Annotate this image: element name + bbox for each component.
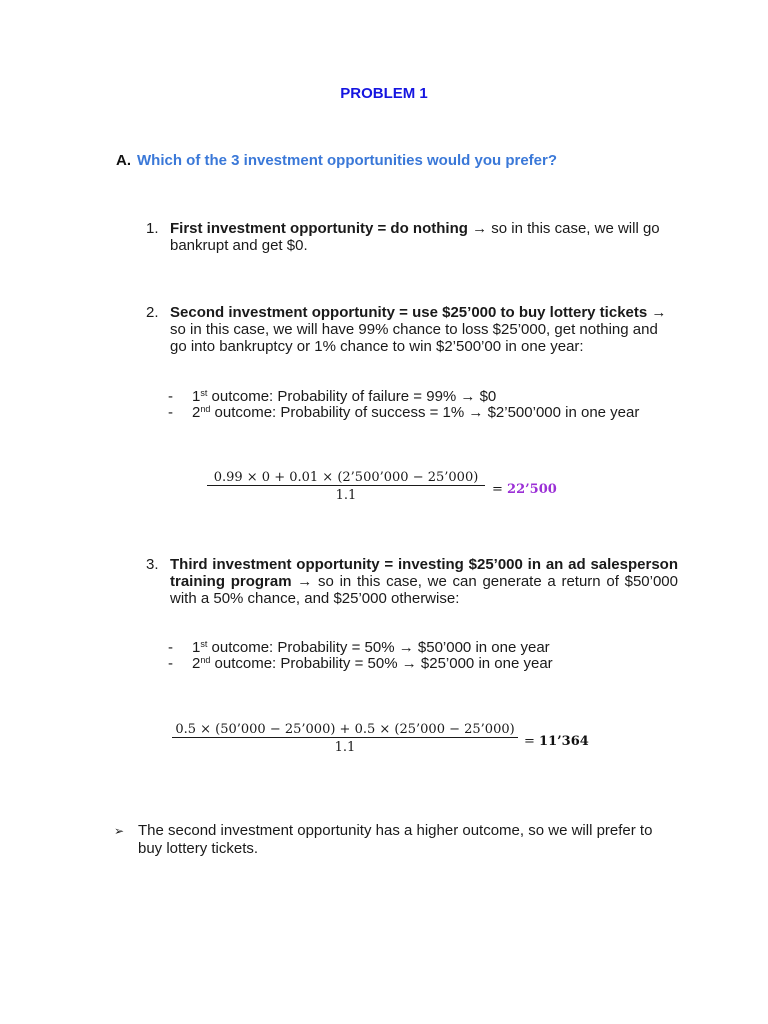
ordinal-suffix: st: [200, 639, 208, 649]
fraction-bar: [172, 737, 518, 738]
page-title: PROBLEM 1: [340, 85, 428, 102]
fraction-bar: [207, 485, 485, 486]
item-number: 1.: [146, 220, 159, 237]
formula-denominator: 1.1: [334, 740, 356, 755]
formula-fraction-2: [172, 722, 518, 755]
outcome-text: Probability of success = 1% → $2’500’000 in one year: [276, 404, 640, 421]
item-body: [170, 220, 678, 254]
question-text: Which of the 3 investment opportunities would you prefer?: [137, 152, 558, 169]
outcome-row: [168, 388, 496, 405]
outcome-text: Probability = 50% → $50’000 in one year: [273, 639, 550, 656]
formula-numerator: 0.5 × (50’000 − 25’000) + 0.5 × (25’000 − 25’000): [175, 722, 515, 737]
outcome-row: [168, 655, 553, 672]
question-letter: A.: [116, 152, 131, 169]
dash-bullet: -: [168, 388, 173, 405]
arrowhead-bullet-icon: ➢: [114, 824, 125, 838]
ordinal-suffix: nd: [200, 404, 211, 414]
outcome-ordinal: 1: [192, 388, 201, 405]
item-number: 3.: [146, 556, 159, 573]
question-a: [116, 152, 557, 169]
outcome-row: [168, 404, 639, 421]
item-heading: Third investment opportunity = investing $25’000 in an ad salesperson training program: [170, 556, 678, 590]
result-value: 22’500: [507, 482, 557, 497]
outcome-ordinal: 2: [192, 404, 201, 421]
dash-bullet: -: [168, 639, 173, 656]
formula-fraction-1: [207, 470, 485, 503]
outcome-row: [168, 639, 550, 656]
result-value: 11’364: [539, 734, 589, 749]
outcome-text: Probability of failure = 99% → $0: [273, 388, 497, 405]
formula-result-1: [492, 482, 557, 497]
outcome-ordinal: 1: [192, 639, 201, 656]
ordinal-suffix: nd: [200, 655, 211, 665]
outcome-label: outcome:: [207, 639, 274, 656]
conclusion-text: The second investment opportunity has a higher outcome, so we will prefer to buy lottery tickets.: [138, 822, 653, 857]
equals-sign: =: [492, 482, 503, 497]
formula-result-2: [524, 734, 589, 749]
item-text: → so in this case, we can generate a return of $50’000 with a 50% chance, and $25’000 otherwise:: [170, 573, 678, 607]
outcome-label: outcome:: [210, 404, 277, 421]
list-item-1: [146, 220, 678, 254]
item-body: [170, 304, 678, 355]
equals-sign: =: [524, 734, 535, 749]
outcome-label: outcome:: [207, 388, 274, 405]
item-text: → so in this case, we will go bankrupt and get $0.: [170, 220, 660, 254]
item-heading: Second investment opportunity = use $25’000 to buy lottery tickets: [170, 304, 648, 321]
item-heading: First investment opportunity = do nothing: [170, 220, 468, 237]
formula-denominator: 1.1: [335, 488, 357, 503]
outcome-ordinal: 2: [192, 655, 201, 672]
list-item-3: [146, 556, 678, 607]
conclusion: [114, 822, 678, 858]
ordinal-suffix: st: [200, 388, 208, 398]
outcome-label: outcome:: [210, 655, 277, 672]
item-text: → so in this case, we will have 99% chance to loss $25’000, get nothing and go into bankruptcy or 1% chance to win $2’500’00 in one year:: [170, 304, 667, 355]
dash-bullet: -: [168, 655, 173, 672]
outcome-text: Probability = 50% → $25’000 in one year: [276, 655, 553, 672]
dash-bullet: -: [168, 404, 173, 421]
item-number: 2.: [146, 304, 159, 321]
list-item-2: [146, 304, 678, 355]
item-body: [170, 556, 678, 607]
formula-numerator: 0.99 × 0 + 0.01 × (2’500’000 − 25’000): [213, 470, 479, 485]
